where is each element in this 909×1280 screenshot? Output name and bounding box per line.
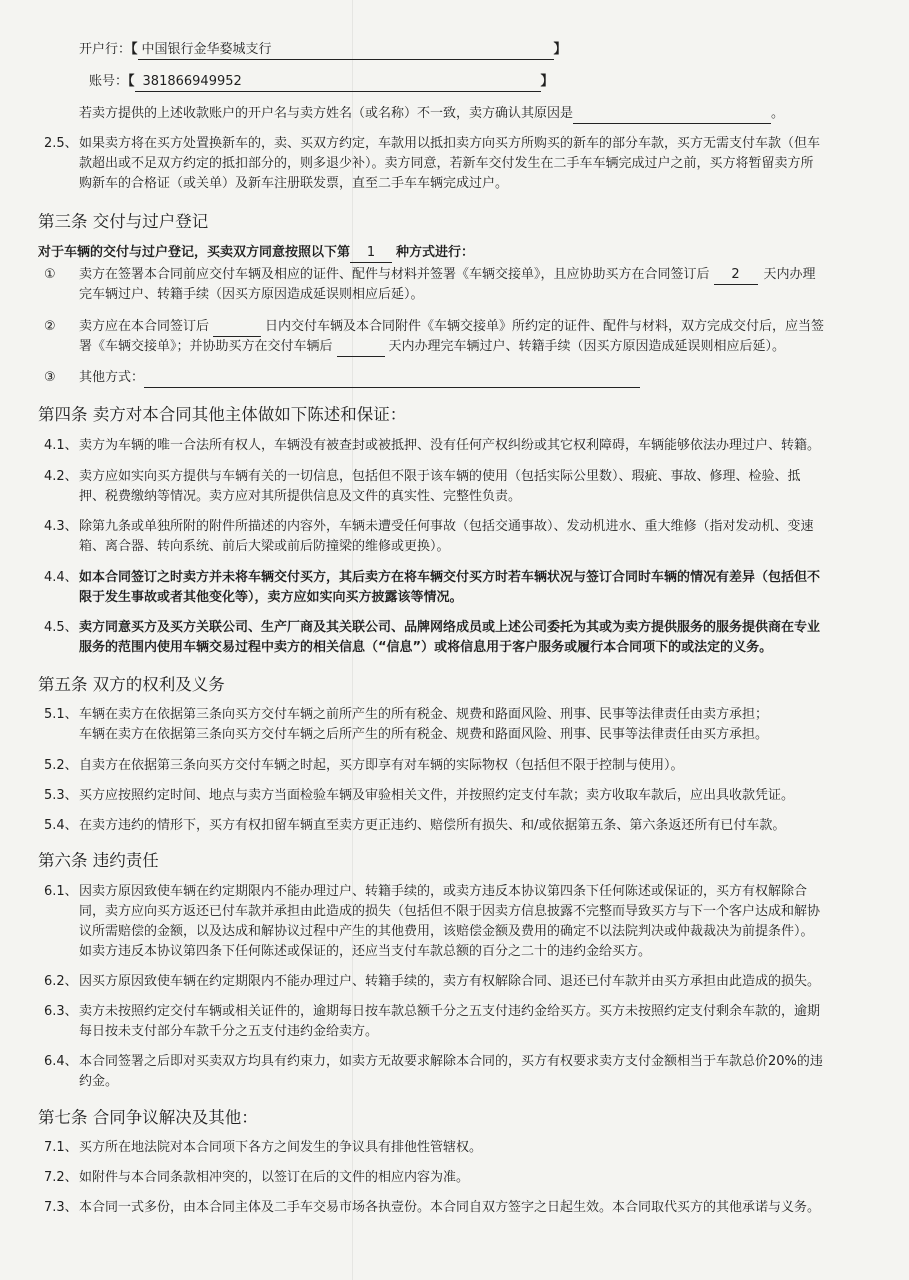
transfer-days-blank — [337, 338, 385, 357]
clause-line: 卖方同意买方及买方关联公司、生产厂商及其关联公司、品牌网络成员或上述公司委托为其或为卖方提供服务的服务提供商在专业 — [79, 620, 821, 635]
clause-number: 6.4、 — [44, 1054, 78, 1069]
mismatch-end: 。 — [771, 106, 785, 121]
section-title: 第三条 交付与过户登记 — [38, 212, 209, 231]
clause-number: 7.2、 — [44, 1170, 78, 1185]
section3-intro — [38, 243, 474, 263]
clause-line: 本合同一式多份，由本合同主体及二手车交易市场各执壹份。本合同自双方签字之日起生效。本合同取代买方的其他承诺与义务。 — [79, 1200, 821, 1215]
delivery-days-blank — [213, 318, 261, 337]
account-row — [89, 72, 554, 92]
clause-line: 在卖方违约的情形下，买方有权扣留车辆直至卖方更正违约、赔偿所有损失、和/或依据第五条、第六条返还所有已付车款。 — [79, 818, 786, 833]
clause-line: 议所需赔偿的金额，以及达成和解协议过程中产生的其他费用，该赔偿金额及费用的确定不以法院判决或仲裁裁决为前提条件）。 — [79, 924, 814, 939]
clause-line: 如卖方违反本协议第四条下任何陈述或保证的，还应当支付车款总额的百分之二十的违约金给买方。 — [79, 944, 652, 959]
account-mismatch-row — [79, 104, 784, 124]
clause-line: 购新车的合格证（或关单）及新车注册联发票，直至二手车车辆完成过户。 — [79, 176, 509, 191]
clause-line: 买方所在地法院对本合同项下各方之间发生的争议具有排他性管辖权。 — [79, 1140, 483, 1155]
clause-number: 4.4、 — [44, 570, 78, 585]
mismatch-text: 若卖方提供的上述收款账户的开户名与卖方姓名（或名称）不一致，卖方确认其原因是 — [79, 106, 574, 121]
clause-line: 押、税费缴纳等情况。卖方应对其所提供信息及文件的真实性、完整性负责。 — [79, 489, 522, 504]
clause-line: 本合同签署之后即对买卖双方均具有约束力，如卖方无故要求解除本合同的，买方有权要求卖方支付金额相当于车款总价20%的违 — [79, 1054, 823, 1069]
clause-line: 因买方原因致使车辆在约定期限内不能办理过户、转籍手续的，卖方有权解除合同、退还已付车款并由买方承担由此造成的损失。 — [79, 974, 821, 989]
clause-line: 如本合同签订之时卖方并未将车辆交付买方，其后卖方在将车辆交付买方时若车辆状况与签订合同时车辆的情况有差异（包括但不 — [79, 570, 821, 585]
clause-line: 卖方应如实向买方提供与车辆有关的一切信息，包括但不限于该车辆的使用（包括实际公里数）、瑕疵、事故、修理、检验、抵 — [79, 469, 801, 484]
option3-label: 其他方式： — [79, 370, 145, 385]
clause-line: 自卖方在依据第三条向买方交付车辆之时起，买方即享有对车辆的实际物权（包括但不限于控制与使用）。 — [79, 758, 684, 773]
intro-text: 对于车辆的交付与过户登记，买卖双方同意按照以下第 — [38, 245, 351, 260]
clause-number: 2.5、 — [44, 136, 78, 151]
clause-number: 4.5、 — [44, 620, 78, 635]
transfer-days-field: 2 — [714, 266, 758, 285]
clause-line: 如果卖方将在买方处置换新车的，卖、买双方约定，车款用以抵扣卖方向买方所购买的新车的部分车款，买方无需支付车款（但车 — [79, 136, 821, 151]
option2-text: 卖方应在本合同签订后 — [79, 319, 210, 334]
clause-line: 同，卖方应向买方返还已付车款并承担由此造成的损失（包括但不限于因卖方信息披露不完整而导致买方与下一个客户达成和解协 — [79, 904, 821, 919]
bracket-open: 【 — [128, 74, 135, 89]
clause-number: 6.1、 — [44, 884, 78, 899]
option-mark: ① — [44, 267, 56, 282]
clause-number: 6.3、 — [44, 1004, 78, 1019]
clause-line: 限于发生事故或者其他变化等），卖方应如实向买方披露该等情况。 — [79, 590, 463, 605]
clause-line: 箱、离合器、转向系统、前后大梁或前后防撞梁的维修或更换）。 — [79, 539, 450, 554]
bracket-open: 【 — [131, 42, 138, 57]
account-number-field: 381866949952 — [135, 73, 541, 92]
clause-number: 5.1、 — [44, 707, 78, 722]
method-number-field: 1 — [350, 244, 392, 263]
bracket-close: 】 — [553, 42, 567, 57]
clause-number: 7.1、 — [44, 1140, 78, 1155]
option1-line1 — [79, 265, 816, 285]
bracket-close: 】 — [540, 74, 554, 89]
option2-text-c: 署《车辆交接单》；并协助买方在交付车辆后 — [79, 339, 333, 354]
other-method-blank — [144, 369, 640, 388]
clause-line: 完车辆过户、转籍手续（因买方原因造成延误则相应后延）。 — [79, 287, 424, 302]
mismatch-reason-blank — [573, 105, 771, 124]
bank-label: 开户行： — [79, 42, 132, 57]
section-title: 第七条 合同争议解决及其他： — [38, 1108, 258, 1127]
clause-line: 卖方为车辆的唯一合法所有权人，车辆没有被查封或被抵押、没有任何产权纠纷或其它权利障碍，车辆能够依法办理过户、转籍。 — [79, 438, 821, 453]
option2-line1 — [79, 317, 824, 337]
clause-line: 每日按未支付部分车款千分之五支付违约金给卖方。 — [79, 1024, 379, 1039]
option1-text-end: 天内办理 — [763, 267, 816, 282]
clause-number: 5.3、 — [44, 788, 78, 803]
clause-number: 7.3、 — [44, 1200, 78, 1215]
clause-number: 5.2、 — [44, 758, 78, 773]
clause-line: 款超出或不足双方约定的抵扣部分的，则多退少补）。卖方同意，若新车交付发生在二手车车辆完成过户之前，买方将暂留卖方所 — [79, 156, 814, 171]
option2-text-d: 天内办理完车辆过户、转籍手续（因买方原因造成延误则相应后延）。 — [388, 339, 786, 354]
clause-line: 约金。 — [79, 1074, 119, 1089]
clause-line: 服务的范围内使用车辆交易过程中卖方的相关信息（“信息”）或将信息用于客户服务或履行本合同项下的或法定的义务。 — [79, 640, 773, 655]
section-title: 第六条 违约责任 — [38, 851, 159, 870]
clause-line: 卖方未按照约定交付车辆或相关证件的，逾期每日按车款总额千分之五支付违约金给买方。买方未按照约定支付剩余车款的，逾期 — [79, 1004, 821, 1019]
option-mark: ② — [44, 319, 56, 334]
bank-name-row — [79, 40, 567, 60]
clause-number: 4.1、 — [44, 438, 78, 453]
clause-number: 4.2、 — [44, 469, 78, 484]
clause-number: 4.3、 — [44, 519, 78, 534]
clause-number: 6.2、 — [44, 974, 78, 989]
clause-line: 除第九条或单独所附的附件所描述的内容外，车辆未遭受任何事故（包括交通事故）、发动机进水、重大维修（指对发动机、变速 — [79, 519, 814, 534]
option2-line2 — [79, 337, 785, 357]
option2-text-b: 日内交付车辆及本合同附件《车辆交接单》所约定的证件、配件与材料，双方完成交付后，应当签 — [265, 319, 825, 334]
option1-text: 卖方在签署本合同前应交付车辆及相应的证件、配件与材料并签署《车辆交接单》，且应协助买方在合同签订后 — [79, 267, 710, 282]
clause-number: 5.4、 — [44, 818, 78, 833]
clause-line: 因卖方原因致使车辆在约定期限内不能办理过户、转籍手续的，或卖方违反本协议第四条下任何陈述或保证的，买方有权解除合 — [79, 884, 808, 899]
bank-name-field: 中国银行金华婺城支行 — [138, 41, 554, 60]
clause-line: 如附件与本合同条款相冲突的，以签订在后的文件的相应内容为准。 — [79, 1170, 470, 1185]
option3-row — [79, 368, 640, 388]
option-mark: ③ — [44, 370, 56, 385]
clause-line: 车辆在卖方在依据第三条向买方交付车辆之后所产生的所有税金、规费和路面风险、刑事、民事等法律责任由买方承担。 — [79, 727, 769, 742]
clause-line: 买方应按照约定时间、地点与卖方当面检验车辆及审验相关文件，并按照约定支付车款；卖方收取车款后，应出具收款凭证。 — [79, 788, 795, 803]
clause-line: 车辆在卖方在依据第三条向买方交付车辆之前所产生的所有税金、规费和路面风险、刑事、民事等法律责任由卖方承担； — [79, 707, 769, 722]
intro-text-end: 种方式进行： — [396, 245, 475, 260]
section-title: 第四条 卖方对本合同其他主体做如下陈述和保证： — [38, 405, 407, 424]
section-title: 第五条 双方的权利及义务 — [38, 675, 225, 694]
account-label: 账号： — [89, 74, 129, 89]
